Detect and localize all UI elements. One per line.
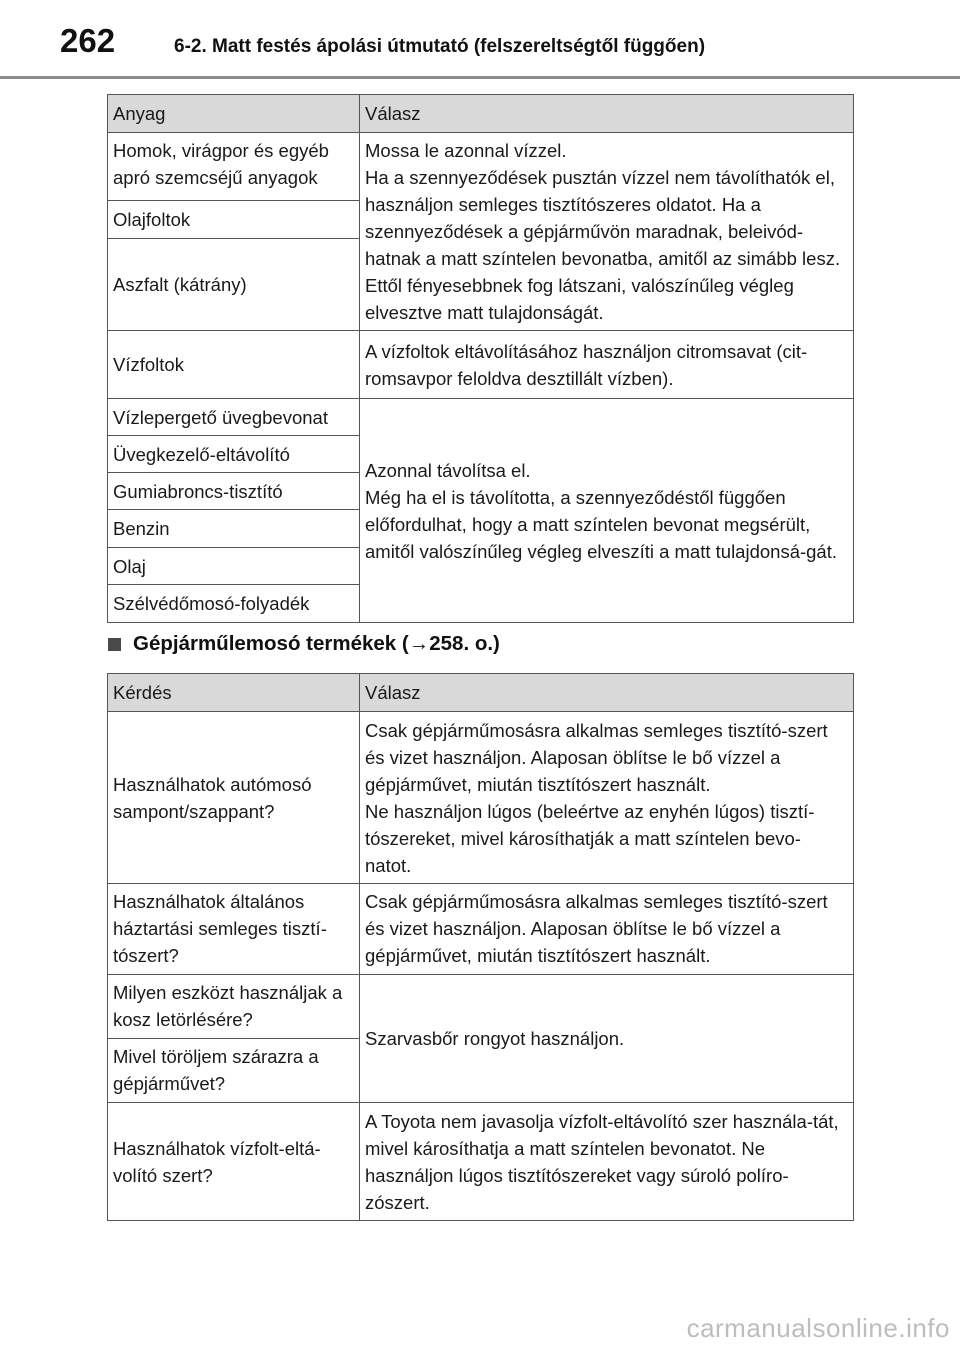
material-cell: Vízlepergető üvegbevonat	[108, 399, 360, 436]
car-wash-products-table	[107, 673, 854, 1221]
table-header-row	[108, 95, 854, 133]
answer-cell	[360, 712, 854, 884]
material-cell: Gumiabroncs-tisztító	[108, 473, 360, 510]
header-divider	[0, 76, 960, 79]
material-cell: Vízfoltok	[108, 331, 360, 399]
section-heading-reference: 258. o.)	[429, 632, 500, 655]
answer-cell	[360, 399, 854, 623]
answer-line: Azonnal távolítsa el.	[365, 459, 531, 481]
question-cell: Milyen eszközt használjak a kosz letörlésére?	[108, 975, 360, 1039]
table-row	[108, 884, 854, 975]
material-cell: Benzin	[108, 510, 360, 548]
material-cell: Olajfoltok	[108, 201, 360, 239]
section-heading	[108, 632, 500, 656]
answer-cell: Csak gépjárműmosásra alkalmas semleges tisztító-szert és vizet használjon. Alaposan öblítse le bő vízzel a gépjárművet, miután tisztítószert használt.	[360, 884, 854, 975]
page-header-title: 6-2. Matt festés ápolási útmutató (felszereltségtől függően)	[174, 36, 706, 57]
table-row	[108, 1103, 854, 1221]
answer-cell: Szarvasbőr rongyot használjon.	[360, 975, 854, 1103]
answer-cell: A vízfoltok eltávolításához használjon citromsavat (cit-romsavpor feloldva desztillált vízben).	[360, 331, 854, 399]
material-cell: Olaj	[108, 548, 360, 585]
watermark: carmanualsonline.info	[686, 1313, 950, 1343]
question-cell: Használhatok általános háztartási semleges tisztí-tószert?	[108, 884, 360, 975]
table-row	[108, 975, 854, 1039]
answer-line: Csak gépjárműmosásra alkalmas semleges tisztító-szert és vizet használjon. Alaposan öblítse le bő vízzel a gépjárművet, miután tisztítószert használt.	[365, 719, 828, 795]
table-row	[108, 331, 854, 399]
answer-cell: A Toyota nem javasolja vízfolt-eltávolító szer használa-tát, mivel károsíthatja a matt színtelen bevonatot. Ne használjon lúgos tisztítószereket vagy súroló políro-zószert.	[360, 1103, 854, 1221]
table-header-row	[108, 674, 854, 712]
answer-line: Ha a szennyeződések pusztán vízzel nem távolíthatók el, használjon semleges tisztítószeres oldatot. Ha a szennyeződések a gépjárművön maradnak, beleivód-hatnak a matt színtelen bevonatba, amitől az simább lesz. Ettől fényesebbnek fog látszani, valószínűleg végleg elvesztve matt tulajdonságát.	[365, 167, 841, 323]
material-cell: Üvegkezelő-eltávolító	[108, 436, 360, 473]
table-row	[108, 712, 854, 884]
column-header-material: Anyag	[108, 95, 360, 133]
column-header-answer: Válasz	[360, 674, 854, 712]
question-cell: Használhatok autómosó sampont/szappant?	[108, 712, 360, 884]
answer-cell	[360, 133, 854, 331]
material-cell: Szélvédőmosó-folyadék	[108, 585, 360, 623]
table-row	[108, 133, 854, 201]
table-row	[108, 399, 854, 436]
arrow-icon: →	[408, 632, 430, 655]
column-header-answer: Válasz	[360, 95, 854, 133]
section-heading-text: Gépjárműlemosó termékek (	[133, 632, 409, 655]
page-number: 262	[60, 22, 116, 59]
materials-table	[107, 94, 854, 623]
square-bullet-icon	[108, 638, 121, 651]
material-cell: Aszfalt (kátrány)	[108, 238, 360, 330]
question-cell: Mivel töröljem szárazra a gépjárművet?	[108, 1039, 360, 1103]
answer-line: Mossa le azonnal vízzel.	[365, 140, 567, 161]
column-header-question: Kérdés	[108, 674, 360, 712]
material-cell: Homok, virágpor és egyéb apró szemcséjű anyagok	[108, 133, 360, 201]
question-cell: Használhatok vízfolt-eltá-volító szert?	[108, 1103, 360, 1221]
answer-line: Ne használjon lúgos (beleértve az enyhén lúgos) tisztí-tószereket, mivel károsíthatják a matt színtelen bevo-natot.	[365, 800, 815, 876]
answer-line: Még ha el is távolította, a szennyeződéstől függően előfordulhat, hogy a matt színtelen bevonat megsérült, amitől valószínűleg végleg elveszíti a matt tulajdonsá-gát.	[365, 486, 838, 562]
